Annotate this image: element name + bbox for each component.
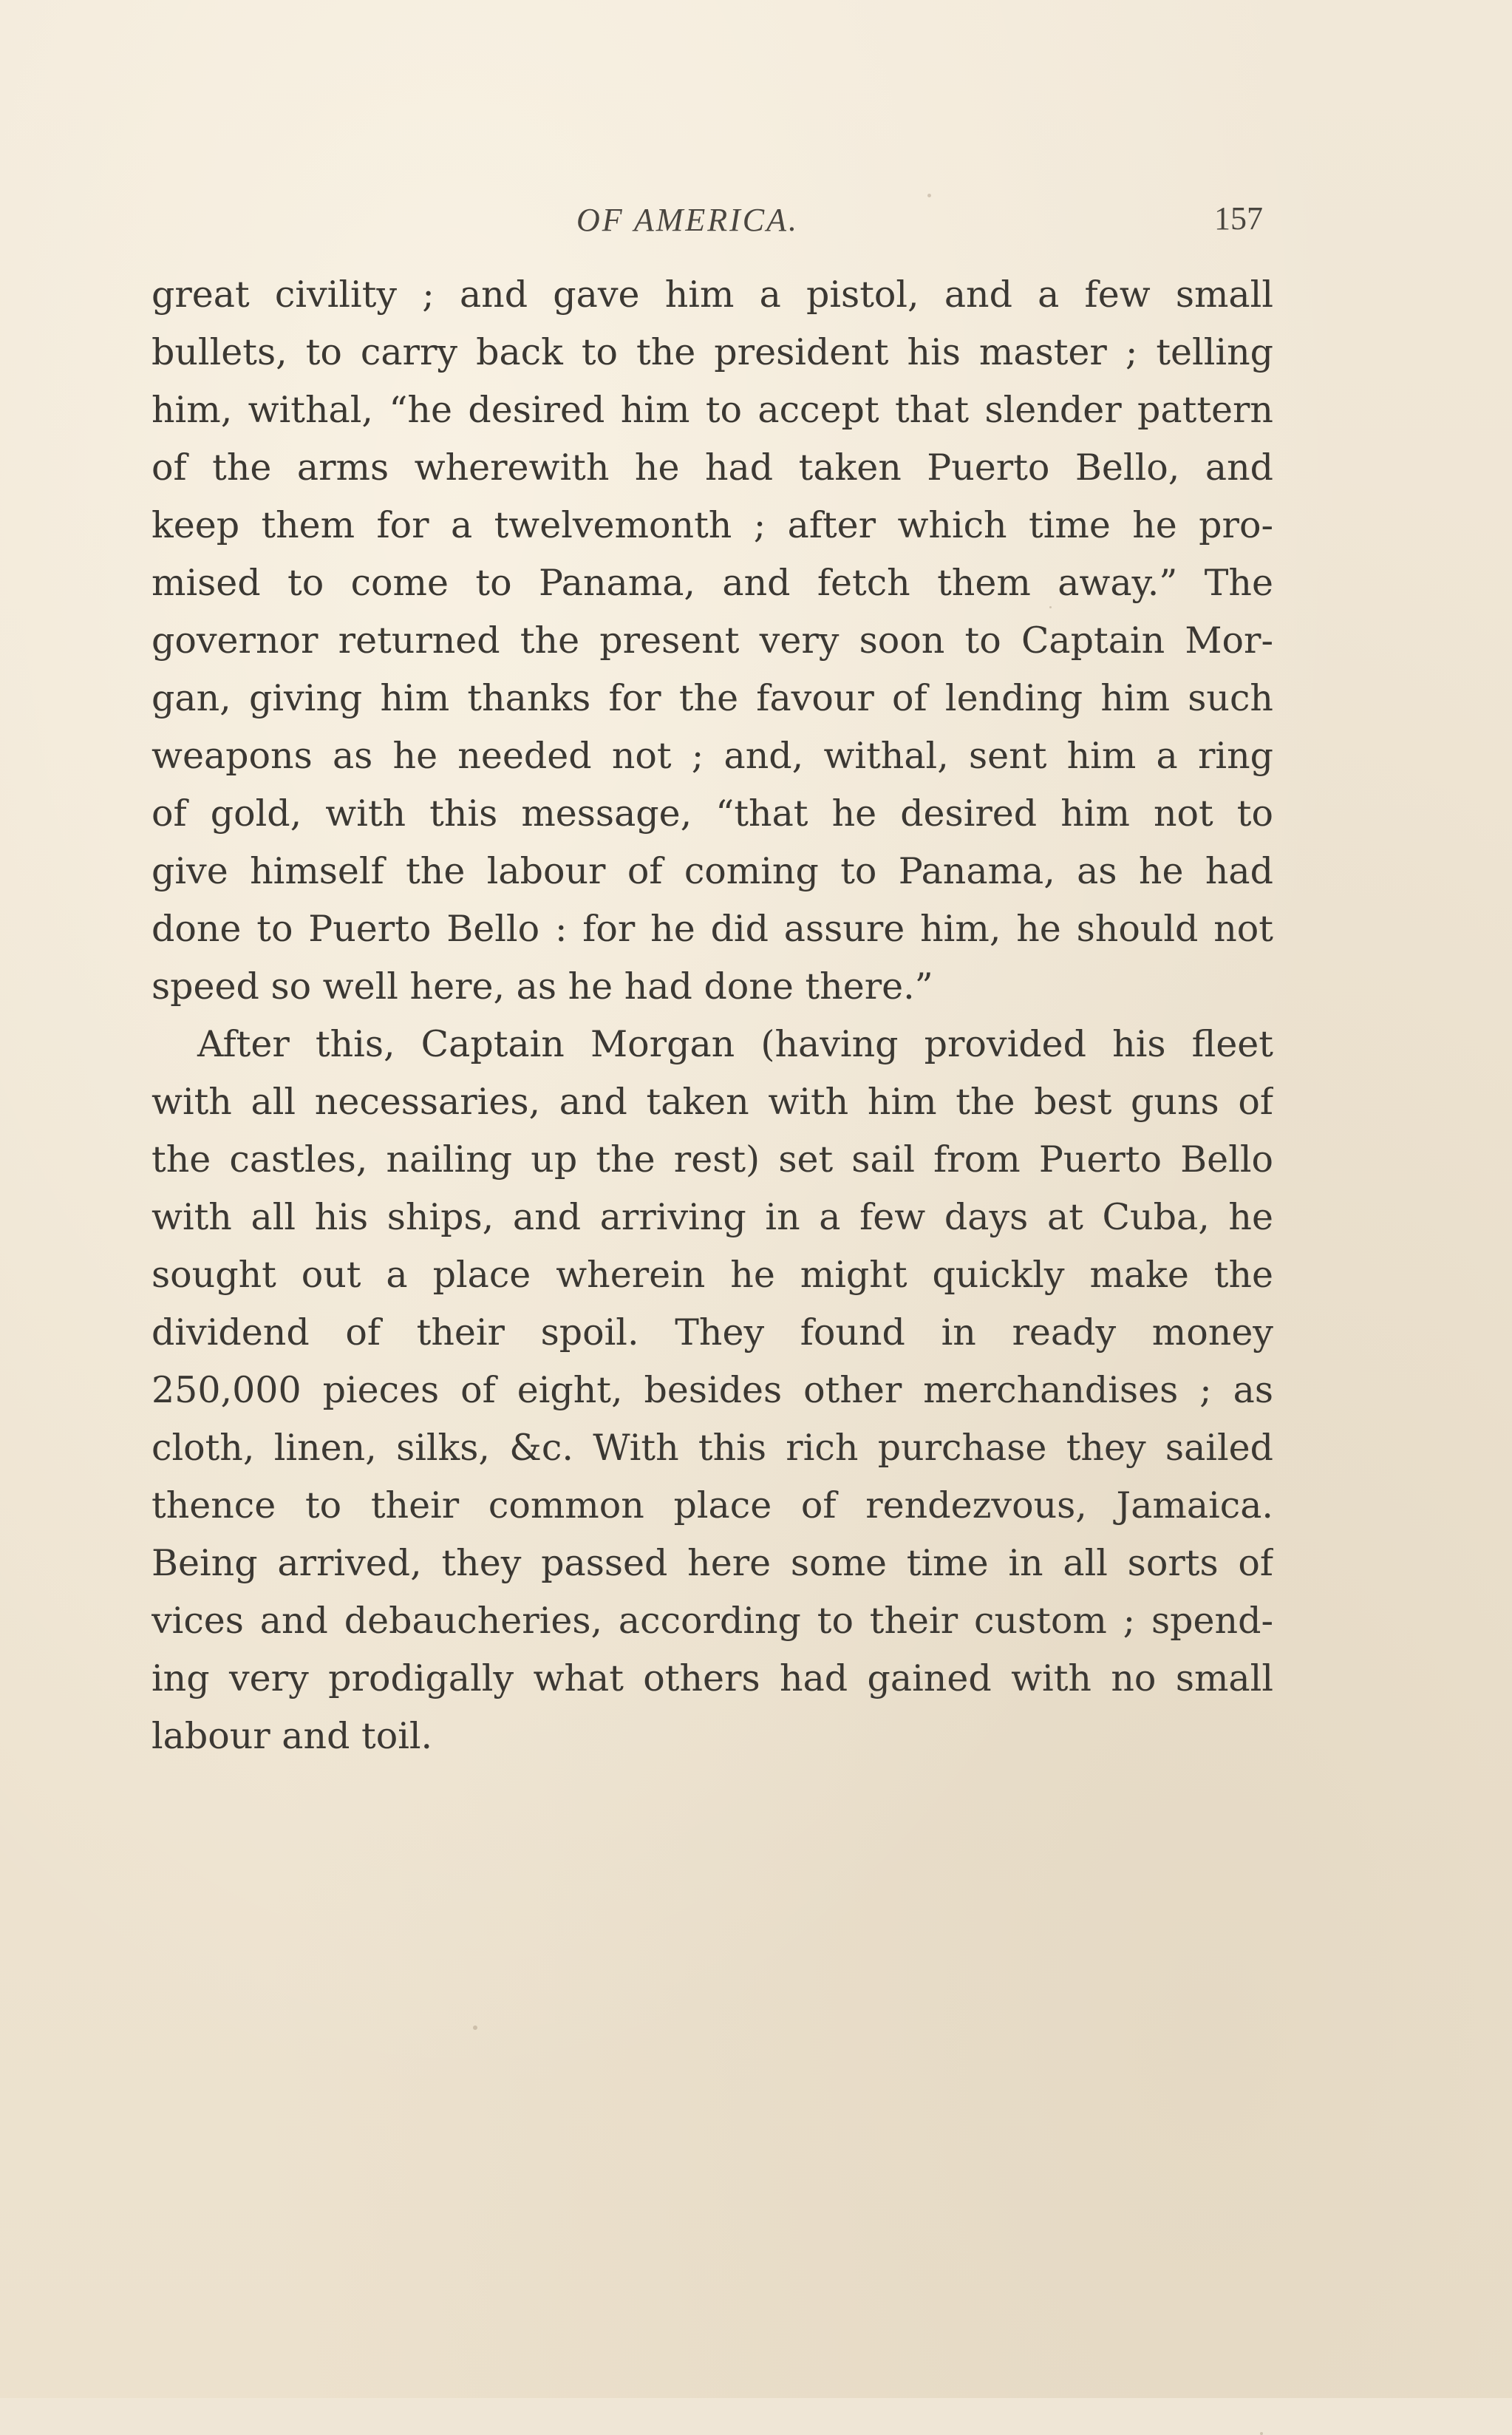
text-line: dividend of their spoil. They found in ready money xyxy=(151,1311,1273,1354)
text-line: thence to their common place of rendezvous, Jamaica. xyxy=(151,1484,1273,1526)
body-text xyxy=(151,266,1273,1765)
text-line: him, withal, “he desired him to accept that slender pattern xyxy=(151,389,1273,431)
text-line: gan, giving him thanks for the favour of lending him such xyxy=(151,677,1273,719)
text-line: mised to come to Panama, and fetch them away.” The xyxy=(151,562,1273,604)
text-line: done to Puerto Bello : for he did assure him, he should not xyxy=(151,908,1273,950)
running-head: OF AMERICA. xyxy=(576,202,800,238)
text-line: cloth, linen, silks, &c. With this rich purchase they sailed xyxy=(151,1427,1273,1469)
text-line: the castles, nailing up the rest) set sail from Puerto Bello xyxy=(151,1138,1273,1181)
paper-speck xyxy=(927,194,931,197)
text-line: vices and debaucheries, according to their custom ; spend- xyxy=(151,1600,1273,1642)
text-line: sought out a place wherein he might quickly make the xyxy=(151,1254,1273,1296)
text-line: labour and toil. xyxy=(151,1715,433,1757)
text-line: 250,000 pieces of eight, besides other merchandises ; as xyxy=(151,1369,1273,1411)
text-line: great civility ; and gave him a pistol, and a few small xyxy=(151,274,1273,316)
paper-speck xyxy=(473,2025,477,2030)
text-line: give himself the labour of coming to Panama, as he had xyxy=(151,850,1273,892)
text-line: with all his ships, and arriving in a few days at Cuba, he xyxy=(151,1196,1273,1238)
paragraph xyxy=(151,1016,1273,1765)
text-line: keep them for a twelvemonth ; after which time he pro- xyxy=(151,504,1273,546)
paragraph xyxy=(151,266,1273,1016)
text-line: ing very prodigally what others had gained with no small xyxy=(151,1657,1273,1699)
text-line: governor returned the present very soon to Captain Mor- xyxy=(151,619,1273,662)
text-line: of the arms wherewith he had taken Puerto Bello, and xyxy=(151,446,1273,489)
text-line: weapons as he needed not ; and, withal, sent him a ring xyxy=(151,735,1273,777)
text-line: of gold, with this message, “that he desired him not to xyxy=(151,792,1273,835)
text-line: speed so well here, as he had done there.” xyxy=(151,965,933,1008)
text-line: After this, Captain Morgan (having provided his fleet xyxy=(197,1023,1273,1065)
page-number: 157 xyxy=(1214,200,1263,237)
paper-speck xyxy=(1260,2432,1263,2435)
text-line: bullets, to carry back to the president his master ; telling xyxy=(151,331,1273,373)
text-line: with all necessaries, and taken with him the best guns of xyxy=(151,1081,1273,1123)
text-line: Being arrived, they passed here some time in all sorts of xyxy=(151,1542,1273,1584)
